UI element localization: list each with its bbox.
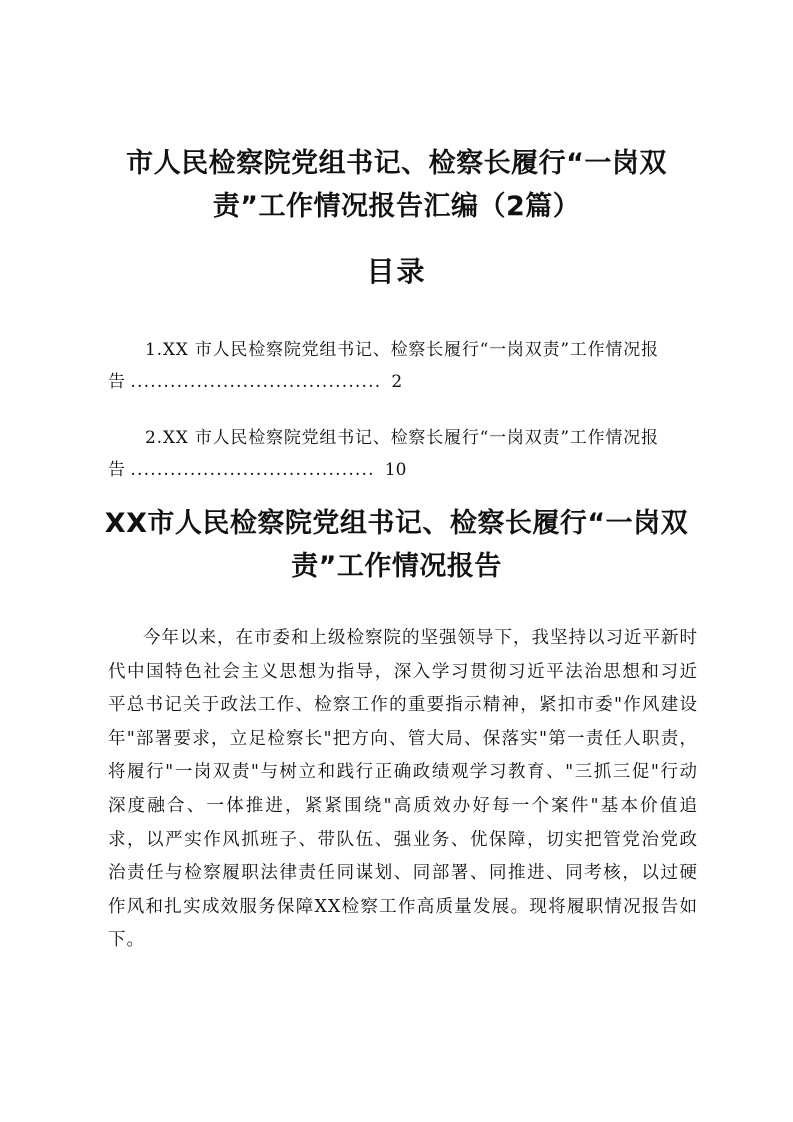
- toc-entry-text: 2.XX 市人民检察院党组书记、检察长履行“一岗双责”工作情况报: [145, 428, 659, 448]
- toc-dot-leader: ......................................: [130, 372, 382, 392]
- document-title: 市人民检察院党组书记、检察长履行“一岗双责”工作情况报告汇编（2篇）: [126, 148, 667, 222]
- toc-entry-tail: 告: [108, 372, 125, 392]
- toc-entry-1[interactable]: [108, 334, 700, 398]
- toc-dot-leader: .....................................: [130, 460, 375, 480]
- toc-page-number: 2: [391, 372, 403, 392]
- body-paragraph: 今年以来，在市委和上级检察院的坚强领导下，我坚持以习近平新时代中国特色社会主义思想为指导，深入学习贯彻习近平法治思想和习近平总书记关于政法工作、检察工作的重要指示精神，紧扣市委"作风建设年"部署要求，立足检察长"把方向、管大局、保落实"第一责任人职责，将履行"一岗双责"与树立和践行正确政绩观学习教育、"三抓三促"行动深度融合、一体推进，紧紧围绕"高质效办好每一个案件"基本价值追求，以严实作风抓班子、带队伍、强业务、优保障，切实把管党治党政治责任与检察履职法律责任同谋划、同部署、同推进、同考核，以过硬作风和扎实成效服务保障XX检察工作高质量发展。现将履职情况报告如下。: [108, 628, 698, 951]
- section-title: XX市人民检察院党组书记、检察长履行“一岗双责”工作情况报告: [104, 508, 689, 582]
- toc-entry-continuation: [108, 366, 700, 398]
- toc-page-number: 10: [384, 460, 407, 480]
- toc-entry-tail: 告: [108, 460, 125, 480]
- toc-entry-2[interactable]: [108, 422, 700, 486]
- toc-entry-text: 1.XX 市人民检察院党组书记、检察长履行“一岗双责”工作情况报: [145, 340, 659, 360]
- toc-entry-continuation: [108, 454, 700, 486]
- toc-heading: 目录: [366, 255, 427, 288]
